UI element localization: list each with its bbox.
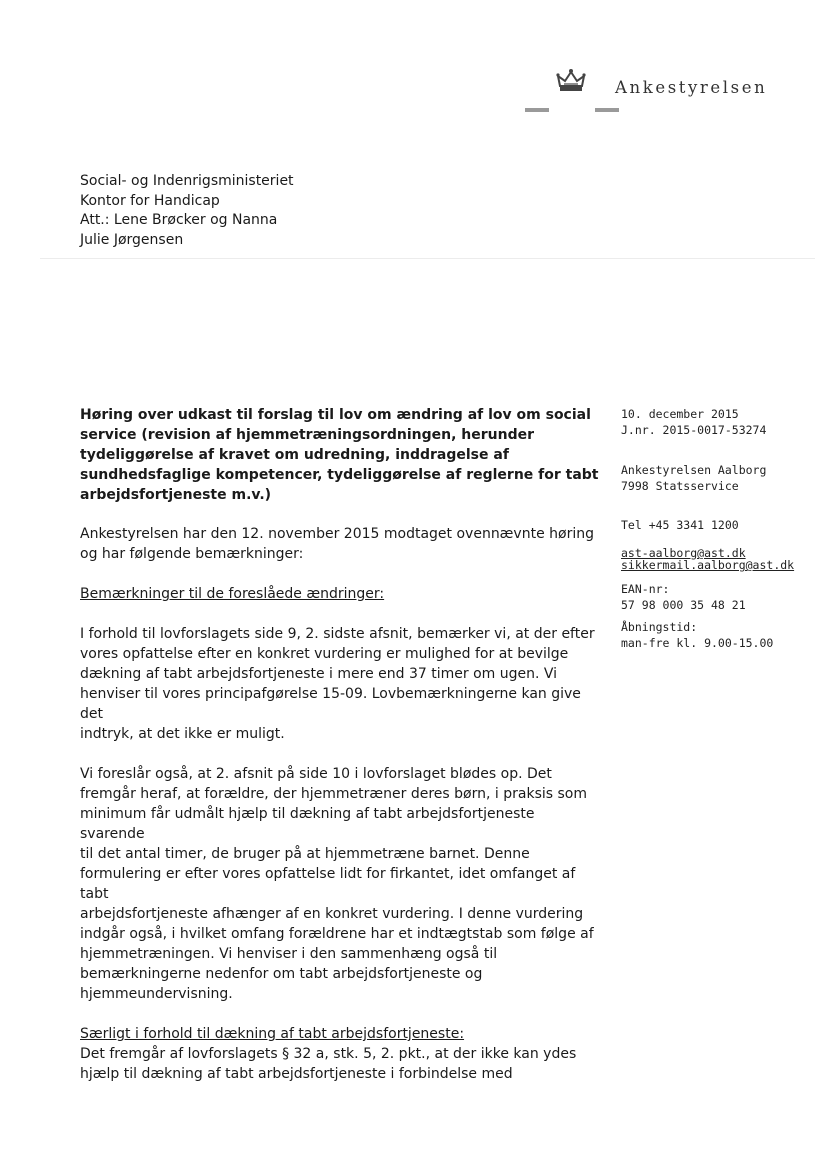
subject-line: sundhedsfaglige kompetencer, tydeliggørelse af reglerne for tabt (80, 467, 599, 483)
body-line: minimum får udmålt hjælp til dækning af tabt arbejdsfortjeneste svarende (80, 806, 535, 842)
body-line: til det antal timer, de bruger på at hjemmetræne barnet. Denne (80, 846, 530, 862)
sender-info (621, 406, 821, 651)
body-line: vores opfattelse efter en konkret vurdering er mulighed for at bevilge (80, 646, 569, 662)
hours-value: man-fre kl. 9.00-15.00 (621, 636, 774, 650)
body-line: formulering er efter vores opfattelse lidt for firkantet, idet omfanget af tabt (80, 866, 576, 902)
body-line: hjemmetræningen. Vi henviser i den sammenhæng også til (80, 946, 498, 962)
body-line: Det fremgår af lovforslagets § 32 a, stk. 5, 2. pkt., at der ikke kan ydes (80, 1046, 577, 1062)
body-line: hjemmeundervisning. (80, 986, 233, 1002)
paragraph-1 (80, 624, 600, 744)
secure-email-link[interactable]: sikkermail.aalborg@ast.dk (621, 558, 795, 572)
section-heading: Bemærkninger til de foreslåede ændringer: (80, 586, 385, 602)
case-number: J.nr. 2015-0017-53274 (621, 423, 767, 437)
recipient-line: Julie Jørgensen (80, 231, 184, 248)
paragraph-3 (80, 1044, 600, 1084)
body-line: indtryk, at det ikke er muligt. (80, 726, 285, 742)
divider (40, 258, 815, 259)
paragraph-2 (80, 764, 600, 1004)
body-line: Vi foreslår også, at 2. afsnit på side 10 i lovforslaget blødes op. Det (80, 766, 552, 782)
body-line: fremgår heraf, at forældre, der hjemmetræner deres børn, i praksis som (80, 786, 587, 802)
subject-line: Høring over udkast til forslag til lov om ændring af lov om social (80, 407, 591, 423)
recipient-line: Kontor for Handicap (80, 192, 220, 209)
logo-name: Ankestyrelsen (615, 78, 768, 97)
body-line: dækning af tabt arbejdsfortjeneste i mere end 37 timer om ugen. Vi (80, 666, 558, 682)
letter-date: 10. december 2015 (621, 407, 739, 421)
ean-value: 57 98 000 35 48 21 (621, 598, 746, 612)
logo-divider-right (595, 108, 619, 112)
ean-label: EAN-nr: (621, 582, 670, 596)
intro-paragraph (80, 524, 600, 564)
body-line: hjælp til dækning af tabt arbejdsfortjeneste i forbindelse med (80, 1066, 513, 1082)
subject-line: service (revision af hjemmetræningsordningen, herunder (80, 427, 535, 443)
body-line: indgår også, i hvilket omfang forældrene har et indtægtstab som følge af (80, 926, 594, 942)
subject-line: arbejdsfortjeneste m.v.) (80, 487, 272, 503)
recipient-address (80, 172, 294, 250)
logo-divider-left (525, 108, 549, 112)
body-line: Ankestyrelsen har den 12. november 2015 modtaget ovennævnte høring (80, 526, 594, 542)
recipient-line: Att.: Lene Brøcker og Nanna (80, 212, 278, 228)
letter-body (80, 524, 600, 1084)
crown-icon (555, 68, 587, 98)
letterhead-logo (555, 68, 805, 118)
hours-label: Åbningstid: (621, 620, 698, 634)
phone-number: Tel +45 3341 1200 (621, 518, 739, 532)
body-line: arbejdsfortjeneste afhænger af en konkret vurdering. I denne vurdering (80, 906, 584, 922)
body-line: henviser til vores principafgørelse 15-09. Lovbemærkningerne kan give det (80, 686, 581, 722)
recipient-line: Social- og Indenrigsministeriet (80, 173, 294, 189)
subject-line: tydeliggørelse af kravet om udredning, inddragelse af (80, 447, 509, 463)
postal-address: 7998 Statsservice (621, 479, 739, 493)
body-line: og har følgende bemærkninger: (80, 546, 304, 562)
body-line: bemærkningerne nedenfor om tabt arbejdsfortjeneste og (80, 966, 483, 982)
body-line: I forhold til lovforslagets side 9, 2. sidste afsnit, bemærker vi, at der efter (80, 626, 595, 642)
subject-heading (80, 405, 600, 505)
office-name: Ankestyrelsen Aalborg (621, 463, 767, 477)
email-link[interactable]: ast-aalborg@ast.dk (621, 546, 746, 560)
section-heading: Særligt i forhold til dækning af tabt arbejdsfortjeneste: (80, 1026, 465, 1042)
